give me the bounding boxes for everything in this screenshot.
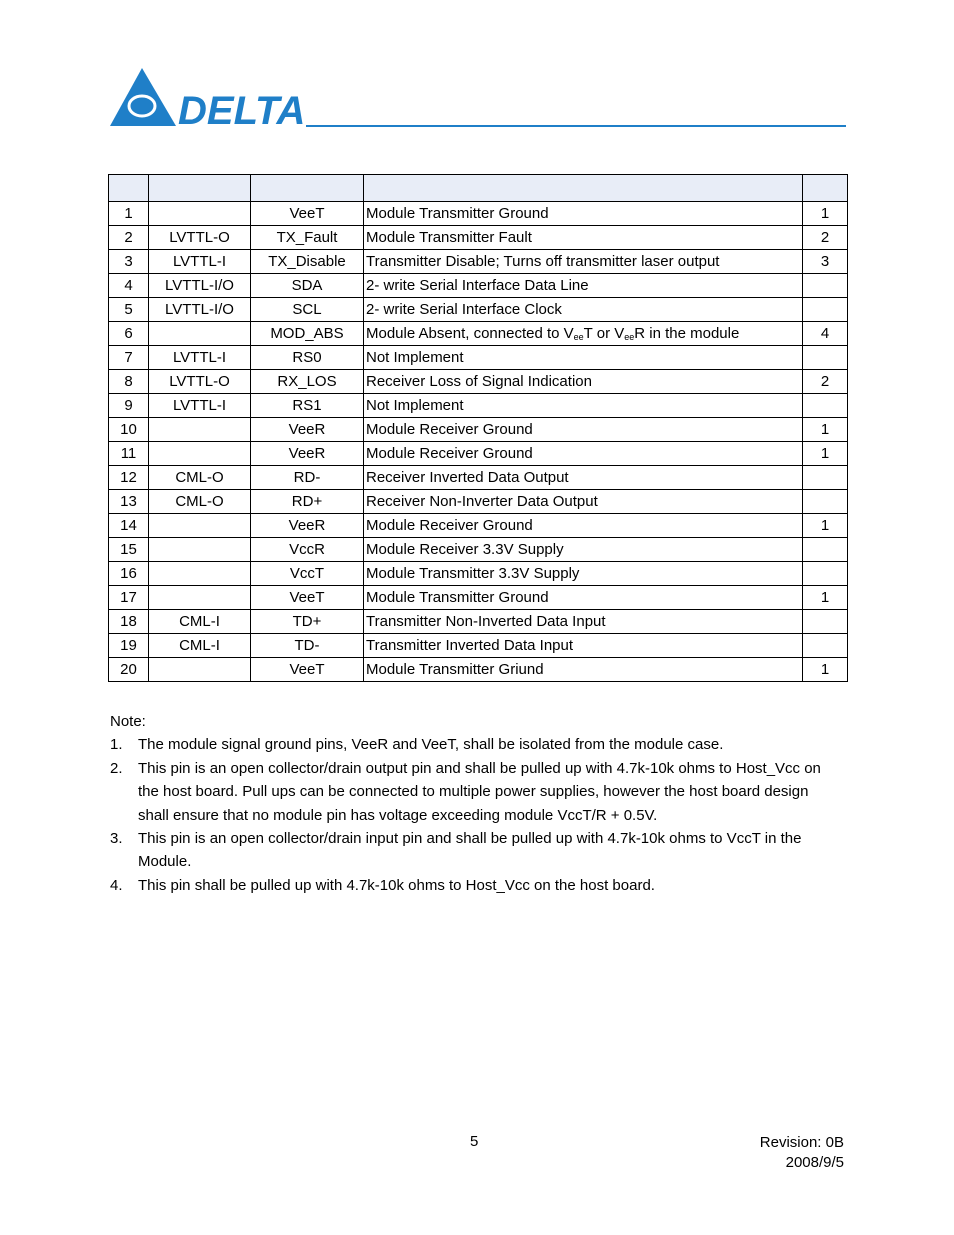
description-cell: Transmitter Disable; Turns off transmitter laser output <box>364 250 803 274</box>
note-text: The module signal ground pins, VeeR and VeeT, shall be isolated from the module case. <box>138 736 724 754</box>
note-ref-cell <box>803 562 848 586</box>
pin-number-cell: 10 <box>109 418 149 442</box>
notes-section <box>110 710 840 897</box>
logic-family-cell <box>149 418 251 442</box>
note-ref-cell <box>803 610 848 634</box>
symbol-cell: TD+ <box>251 610 364 634</box>
logic-family-cell: LVTTL-O <box>149 370 251 394</box>
symbol-cell: MOD_ABS <box>251 322 364 346</box>
note-text: This pin is an open collector/drain output pin and shall be pulled up with 4.7k-10k ohms to Host_Vcc on the host board. Pull ups can be connected to multiple power supplies, however the host board design shall ensure that no module pin has voltage exceeding module VccT/R + 0.5V. <box>138 759 821 824</box>
description-cell: 2- write Serial Interface Data Line <box>364 274 803 298</box>
description-fragment: T or V <box>583 325 625 342</box>
note-ref-cell: 1 <box>803 658 848 682</box>
logic-family-cell <box>149 442 251 466</box>
description-cell: Module Transmitter Ground <box>364 586 803 610</box>
pin-number-cell: 1 <box>109 202 149 226</box>
description-cell: Module Transmitter Ground <box>364 202 803 226</box>
table-row <box>109 370 848 394</box>
header-cell <box>251 175 364 202</box>
revision-date: 2008/9/5 <box>785 1154 844 1171</box>
delta-logo <box>108 66 304 128</box>
note-ref-cell: 3 <box>803 250 848 274</box>
delta-triangle-icon <box>108 66 304 128</box>
table-row <box>109 250 848 274</box>
table-header-row <box>109 175 848 202</box>
table-row <box>109 322 848 346</box>
pin-number-cell: 6 <box>109 322 149 346</box>
table-row <box>109 202 848 226</box>
note-item <box>110 827 840 874</box>
pin-definition-table <box>108 174 848 682</box>
note-item <box>110 733 840 756</box>
table-row <box>109 538 848 562</box>
logic-family-cell: LVTTL-I <box>149 250 251 274</box>
note-number: 4. <box>110 876 123 894</box>
symbol-cell: RD+ <box>251 490 364 514</box>
note-number: 1. <box>110 736 123 754</box>
description-cell: Receiver Inverted Data Output <box>364 466 803 490</box>
symbol-cell: VeeR <box>251 442 364 466</box>
description-cell <box>364 322 803 346</box>
logic-family-cell: LVTTL-I <box>149 346 251 370</box>
table-row <box>109 394 848 418</box>
note-ref-cell <box>803 346 848 370</box>
table-row <box>109 562 848 586</box>
note-item <box>110 874 840 897</box>
table-row <box>109 610 848 634</box>
note-ref-cell: 2 <box>803 226 848 250</box>
note-ref-cell <box>803 538 848 562</box>
pin-number-cell: 15 <box>109 538 149 562</box>
symbol-cell: SDA <box>251 274 364 298</box>
symbol-cell: VeeR <box>251 514 364 538</box>
description-fragment: Module Absent, connected to V <box>366 325 574 342</box>
description-cell: Module Transmitter 3.3V Supply <box>364 562 803 586</box>
note-ref-cell <box>803 274 848 298</box>
pin-number-cell: 9 <box>109 394 149 418</box>
note-number: 2. <box>110 759 123 777</box>
pin-number-cell: 18 <box>109 610 149 634</box>
symbol-cell: RS1 <box>251 394 364 418</box>
note-ref-cell: 2 <box>803 370 848 394</box>
logic-family-cell <box>149 202 251 226</box>
description-cell: Transmitter Inverted Data Input <box>364 634 803 658</box>
pin-number-cell: 7 <box>109 346 149 370</box>
pin-number-cell: 20 <box>109 658 149 682</box>
revision-block <box>760 1133 844 1173</box>
note-number: 3. <box>110 830 123 848</box>
description-cell: Receiver Non-Inverter Data Output <box>364 490 803 514</box>
note-ref-cell <box>803 394 848 418</box>
description-cell: Module Receiver Ground <box>364 442 803 466</box>
header-cell <box>109 175 149 202</box>
logic-family-cell: LVTTL-I/O <box>149 274 251 298</box>
logic-family-cell: CML-I <box>149 610 251 634</box>
description-cell: Module Transmitter Griund <box>364 658 803 682</box>
symbol-cell: VccR <box>251 538 364 562</box>
description-cell: Module Receiver 3.3V Supply <box>364 538 803 562</box>
subscript-text: ee <box>573 332 584 342</box>
pin-number-cell: 3 <box>109 250 149 274</box>
table-row <box>109 658 848 682</box>
note-ref-cell: 1 <box>803 586 848 610</box>
logo-wordmark: DELTA <box>178 89 304 128</box>
symbol-cell: TD- <box>251 634 364 658</box>
header-cell <box>364 175 803 202</box>
description-cell: Not Implement <box>364 394 803 418</box>
note-ref-cell: 1 <box>803 418 848 442</box>
logic-family-cell: LVTTL-I/O <box>149 298 251 322</box>
note-ref-cell: 4 <box>803 322 848 346</box>
logic-family-cell <box>149 514 251 538</box>
logic-family-cell <box>149 562 251 586</box>
description-cell: Module Transmitter Fault <box>364 226 803 250</box>
header-cell <box>149 175 251 202</box>
symbol-cell: VeeR <box>251 418 364 442</box>
note-ref-cell: 1 <box>803 514 848 538</box>
table-row <box>109 298 848 322</box>
pin-number-cell: 19 <box>109 634 149 658</box>
table-row <box>109 274 848 298</box>
table-row <box>109 418 848 442</box>
description-fragment: R in the module <box>634 325 740 342</box>
page-number: 5 <box>470 1133 479 1150</box>
logic-family-cell <box>149 538 251 562</box>
description-cell: Module Receiver Ground <box>364 418 803 442</box>
pin-number-cell: 13 <box>109 490 149 514</box>
description-cell: 2- write Serial Interface Clock <box>364 298 803 322</box>
symbol-cell: RX_LOS <box>251 370 364 394</box>
logic-family-cell: CML-O <box>149 490 251 514</box>
table-row <box>109 514 848 538</box>
symbol-cell: VeeT <box>251 586 364 610</box>
subscript-text: ee <box>624 332 635 342</box>
note-text: This pin is an open collector/drain input pin and shall be pulled up with 4.7k-10k ohms to VccT in the Module. <box>138 830 802 871</box>
header-rule <box>306 125 846 127</box>
symbol-cell: VeeT <box>251 202 364 226</box>
logic-family-cell: LVTTL-I <box>149 394 251 418</box>
note-ref-cell <box>803 466 848 490</box>
pin-number-cell: 11 <box>109 442 149 466</box>
pin-number-cell: 16 <box>109 562 149 586</box>
pin-number-cell: 17 <box>109 586 149 610</box>
logic-family-cell: CML-I <box>149 634 251 658</box>
table-row <box>109 466 848 490</box>
note-ref-cell: 1 <box>803 202 848 226</box>
pin-number-cell: 2 <box>109 226 149 250</box>
symbol-cell: RD- <box>251 466 364 490</box>
pin-number-cell: 4 <box>109 274 149 298</box>
note-ref-cell: 1 <box>803 442 848 466</box>
note-item <box>110 757 840 827</box>
pin-number-cell: 12 <box>109 466 149 490</box>
revision-label: Revision: 0B <box>759 1134 844 1151</box>
table-row <box>109 490 848 514</box>
symbol-cell: RS0 <box>251 346 364 370</box>
symbol-cell: VeeT <box>251 658 364 682</box>
description-cell: Transmitter Non-Inverted Data Input <box>364 610 803 634</box>
note-ref-cell <box>803 298 848 322</box>
logic-family-cell: LVTTL-O <box>149 226 251 250</box>
symbol-cell: TX_Fault <box>251 226 364 250</box>
logic-family-cell <box>149 322 251 346</box>
table-row <box>109 586 848 610</box>
description-cell: Module Receiver Ground <box>364 514 803 538</box>
symbol-cell: SCL <box>251 298 364 322</box>
logic-family-cell <box>149 658 251 682</box>
note-ref-cell <box>803 634 848 658</box>
table-row <box>109 226 848 250</box>
table-row <box>109 346 848 370</box>
description-cell: Not Implement <box>364 346 803 370</box>
notes-title: Note: <box>110 713 146 730</box>
header-cell <box>803 175 848 202</box>
pin-number-cell: 5 <box>109 298 149 322</box>
symbol-cell: TX_Disable <box>251 250 364 274</box>
logic-family-cell: CML-O <box>149 466 251 490</box>
logic-family-cell <box>149 586 251 610</box>
note-text: This pin shall be pulled up with 4.7k-10k ohms to Host_Vcc on the host board. <box>138 876 655 894</box>
table-row <box>109 634 848 658</box>
table-row <box>109 442 848 466</box>
note-ref-cell <box>803 490 848 514</box>
description-cell: Receiver Loss of Signal Indication <box>364 370 803 394</box>
pin-number-cell: 8 <box>109 370 149 394</box>
symbol-cell: VccT <box>251 562 364 586</box>
pin-number-cell: 14 <box>109 514 149 538</box>
